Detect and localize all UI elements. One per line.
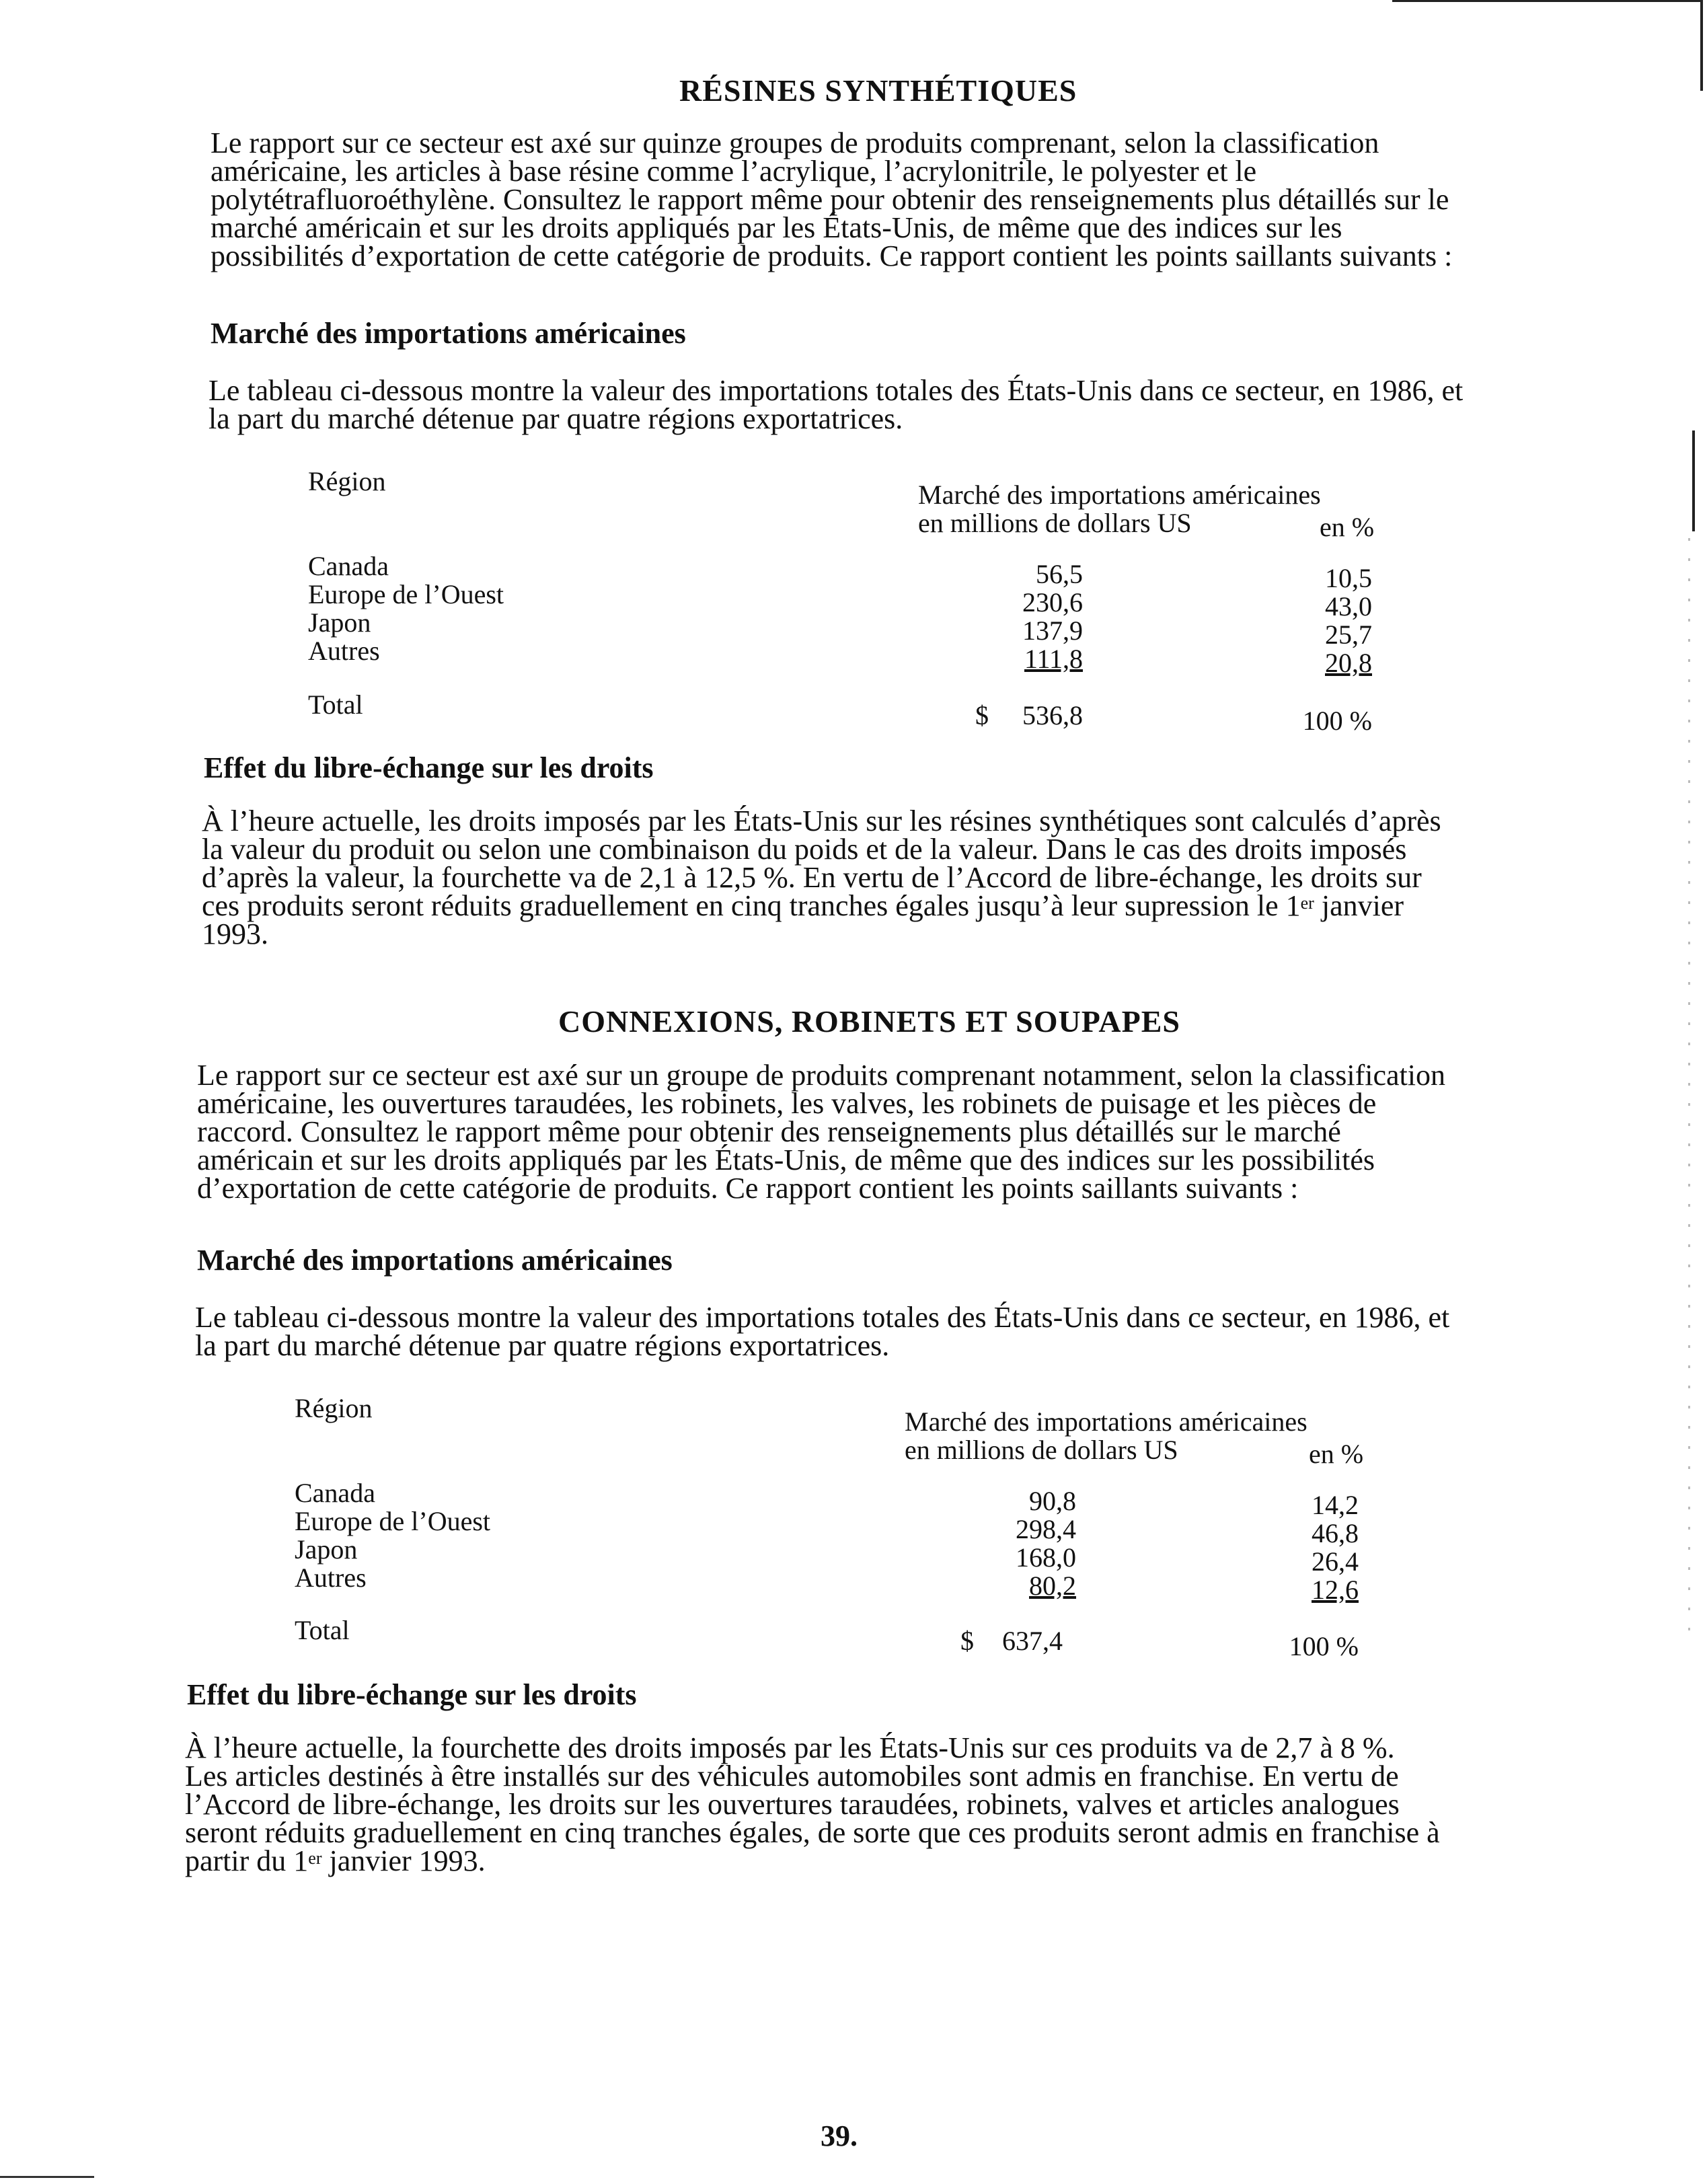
total-currency: $ (975, 700, 989, 730)
total-currency: $ (960, 1626, 974, 1656)
total-value: 637,4 (1002, 1626, 1063, 1656)
section-title: RÉSINES SYNTHÉTIQUES (679, 73, 1077, 108)
row-percent: 25,7 (1325, 619, 1372, 650)
total-value: 536,8 (1022, 700, 1083, 730)
row-region: Japon (308, 607, 371, 638)
effect-heading: Effet du libre-échange sur les droits (187, 1678, 637, 1711)
text-segment: janvier 1993. (329, 1844, 486, 1877)
page-number: 39. (821, 2119, 858, 2152)
row-region: Canada (308, 551, 389, 581)
total-label: Total (295, 1615, 350, 1645)
col-header-region: Région (308, 466, 386, 496)
row-region: Autres (308, 636, 380, 666)
row-region: Europe de l’Ouest (295, 1506, 491, 1536)
market-text (195, 1301, 1554, 1362)
col-header-millions: en millions de dollars US (918, 508, 1192, 538)
market-heading: Marché des importations américaines (197, 1244, 673, 1277)
text-line: Le tableau ci-dessous montre la valeur des importations totales des États-Unis dans ce secteur, en 1986, et (208, 374, 1464, 407)
scan-edge-top (1392, 0, 1702, 2)
text-segment: 1 (1285, 889, 1301, 922)
col-header-region: Région (295, 1393, 373, 1423)
col-header-millions: en millions de dollars US (905, 1435, 1178, 1465)
col-header-percent: en % (1320, 512, 1375, 542)
row-value: 80,2 (1029, 1571, 1076, 1601)
text-line: possibilités d’exportation de cette catégorie de produits. Ce rapport contient les points saillants suivants : (211, 239, 1453, 272)
text-segment: partir du (185, 1844, 294, 1877)
row-region: Europe de l’Ouest (308, 579, 504, 609)
text-line: américaine, les articles à base résine comme l’acrylique, l’acrylonitrile, le polyester et le (211, 155, 1257, 188)
scan-edge-right-lower (1692, 430, 1695, 531)
scan-edge-bottom (0, 2176, 94, 2178)
row-value: 298,4 (1016, 1514, 1076, 1544)
total-percent: 100 % (1302, 706, 1372, 736)
text-line: américaine, les ouvertures taraudées, les robinets, les valves, les robinets de puisage et les pièces de (197, 1087, 1377, 1120)
row-value: 168,0 (1016, 1542, 1076, 1573)
text-line: la part du marché détenue par quatre régions exportatrices. (195, 1329, 890, 1362)
effect-text (185, 1731, 1557, 1877)
superscript: er (1300, 893, 1314, 913)
text-line: Le rapport sur ce secteur est axé sur un groupe de produits comprenant notamment, selon la classification (197, 1059, 1445, 1092)
scan-artifact (1688, 538, 1690, 1648)
scan-edge-right (1700, 0, 1703, 91)
text-line: Les articles destinés à être installés sur des véhicules automobiles sont admis en franchise. En vertu de (185, 1760, 1399, 1793)
text-line: la part du marché détenue par quatre régions exportatrices. (208, 402, 903, 435)
row-region: Autres (295, 1562, 367, 1593)
text-line: d’exportation de cette catégorie de produits. Ce rapport contient les points saillants suivants : (197, 1172, 1299, 1205)
text-line: l’Accord de libre-échange, les droits sur les ouvertures taraudées, robinets, valves et articles analogues (185, 1788, 1400, 1821)
row-value: 56,5 (1036, 559, 1083, 589)
col-header-market: Marché des importations américaines (918, 480, 1321, 510)
text-line: Le tableau ci-dessous montre la valeur des importations totales des États-Unis dans ce secteur, en 1986, et (195, 1301, 1450, 1334)
row-percent: 26,4 (1312, 1546, 1359, 1577)
text-segment: ces produits seront réduits graduellement en cinq tranches égales jusqu’à leur supression le (202, 889, 1286, 922)
text-line: polytétrafluoroéthylène. Consultez le rapport même pour obtenir des renseignements plus détaillés sur le (211, 183, 1449, 216)
text-segment: janvier (1321, 889, 1404, 922)
effect-heading: Effet du libre-échange sur les droits (204, 751, 654, 784)
row-region: Japon (295, 1534, 358, 1565)
text-line: la valeur du produit ou selon une combinaison du poids et de la valeur. Dans le cas des droits imposés (202, 833, 1407, 866)
row-percent: 10,5 (1325, 563, 1372, 593)
text-line: À l’heure actuelle, la fourchette des droits imposés par les États-Unis sur ces produits va de 2,7 à 8 %. (185, 1731, 1395, 1764)
total-label: Total (308, 689, 363, 720)
col-header-percent: en % (1309, 1439, 1364, 1469)
text-segment: 1 (293, 1844, 309, 1877)
effect-text (202, 804, 1547, 950)
text-line: 1993. (202, 917, 268, 950)
section-intro (211, 126, 1556, 272)
row-value: 137,9 (1022, 615, 1083, 646)
row-percent: 12,6 (1312, 1575, 1359, 1605)
row-value: 111,8 (1024, 644, 1083, 674)
text-line: marché américain et sur les droits appliqués par les États-Unis, de même que des indices sur les (211, 211, 1342, 244)
row-value: 90,8 (1029, 1486, 1076, 1516)
market-heading: Marché des importations américaines (211, 317, 686, 350)
text-line (202, 889, 1547, 922)
superscript: er (308, 1848, 322, 1868)
row-value: 230,6 (1022, 587, 1083, 617)
row-region: Canada (295, 1478, 375, 1508)
section-title: CONNEXIONS, ROBINETS ET SOUPAPES (558, 1004, 1180, 1039)
text-line: À l’heure actuelle, les droits imposés par les États-Unis sur les résines synthétiques sont calculés d’après (202, 804, 1441, 837)
text-line (185, 1844, 1557, 1877)
row-percent: 20,8 (1325, 648, 1372, 678)
text-line: américain et sur les droits appliqués par les États-Unis, de même que des indices sur les possibilités (197, 1143, 1375, 1176)
market-text (208, 374, 1554, 435)
text-line: seront réduits graduellement en cinq tranches égales, de sorte que ces produits seront admis en franchise à (185, 1816, 1440, 1849)
text-line: raccord. Consultez le rapport même pour obtenir des renseignements plus détaillés sur le marché (197, 1115, 1341, 1148)
col-header-market: Marché des importations américaines (905, 1406, 1307, 1437)
section-intro (197, 1061, 1556, 1203)
total-percent: 100 % (1289, 1631, 1359, 1661)
text-line: Le rapport sur ce secteur est axé sur quinze groupes de produits comprenant, selon la classification (211, 126, 1379, 159)
row-percent: 14,2 (1312, 1490, 1359, 1520)
text-line: d’après la valeur, la fourchette va de 2,1 à 12,5 %. En vertu de l’Accord de libre-échange, les droits sur (202, 861, 1422, 894)
row-percent: 43,0 (1325, 591, 1372, 622)
row-percent: 46,8 (1312, 1518, 1359, 1548)
